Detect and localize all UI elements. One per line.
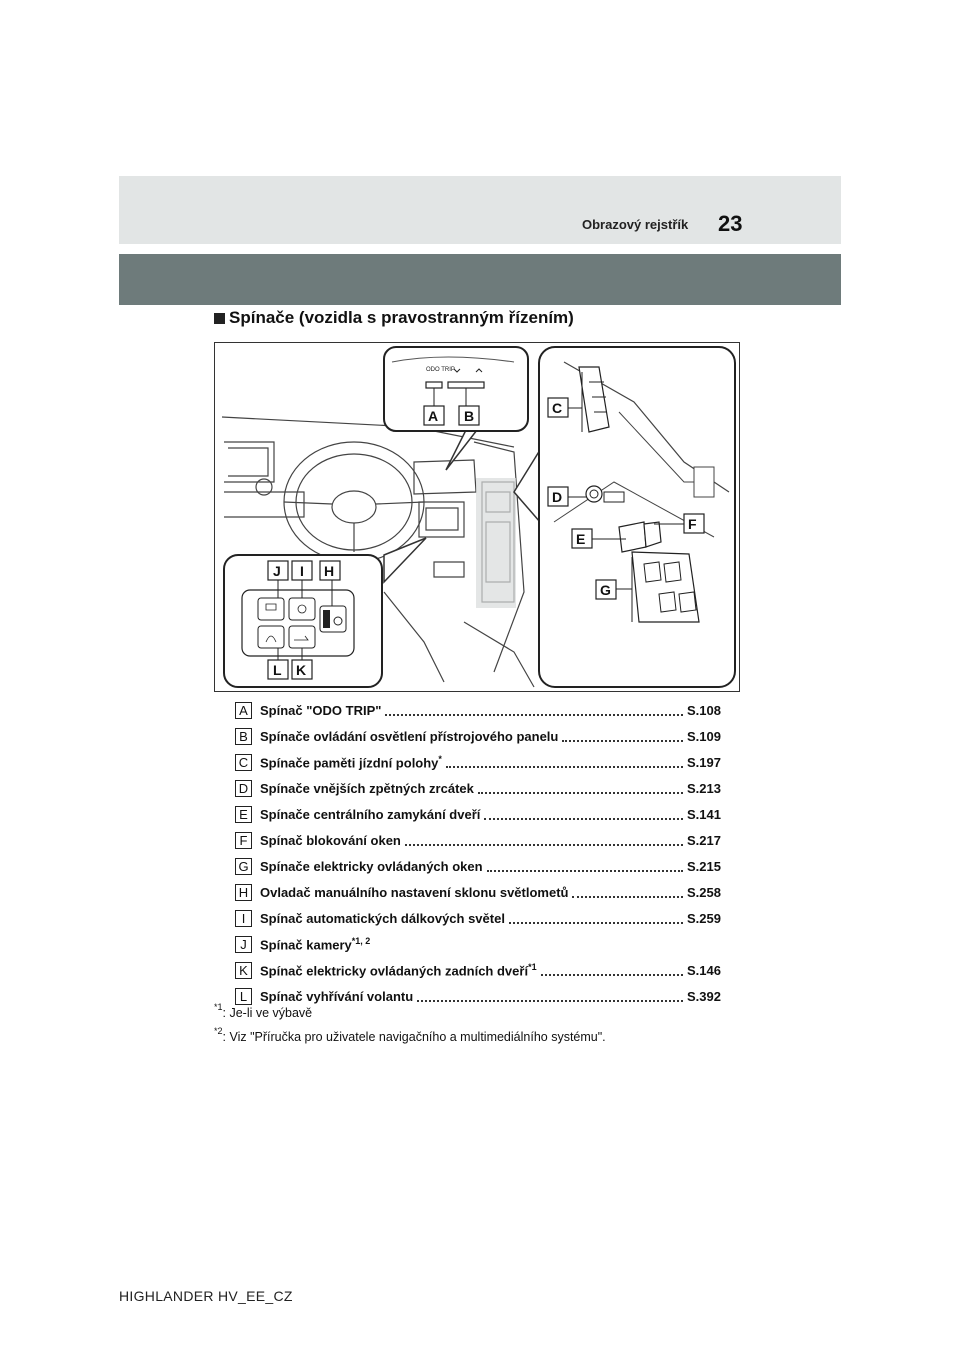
item-letter: F <box>235 832 252 849</box>
item-letter: E <box>235 806 252 823</box>
callout-i: I <box>300 563 304 579</box>
section-heading <box>214 308 574 328</box>
item-letter: J <box>235 936 252 953</box>
item-page-ref[interactable]: S.215 <box>687 858 721 874</box>
item-page-ref[interactable]: S.109 <box>687 728 721 744</box>
item-text: Spínače paměti jízdní polohy* <box>260 753 442 771</box>
footnote-text: : Je-li ve výbavě <box>222 1006 313 1020</box>
item-page-ref[interactable]: S.108 <box>687 702 721 718</box>
item-letter: G <box>235 858 252 875</box>
list-item <box>235 827 721 853</box>
item-text: Ovladač manuálního nastavení sklonu světlometů <box>260 884 569 900</box>
leader-dots <box>562 739 683 742</box>
list-item <box>235 801 721 827</box>
item-text: Spínače ovládání osvětlení přístrojového panelu <box>260 728 559 744</box>
item-letter: C <box>235 754 252 771</box>
footer-model-code: HIGHLANDER HV_EE_CZ <box>119 1288 293 1304</box>
page-number: 23 <box>718 211 743 236</box>
item-page-ref[interactable]: S.258 <box>687 884 721 900</box>
item-text: Spínače centrálního zamykání dveří <box>260 806 481 822</box>
footnote <box>214 1002 606 1030</box>
item-letter: H <box>235 884 252 901</box>
item-text: Spínač automatických dálkových světel <box>260 910 505 926</box>
item-footnote-mark: * <box>438 753 442 764</box>
inset-right <box>514 347 735 687</box>
callout-k: K <box>296 662 307 678</box>
square-bullet-icon <box>214 313 225 324</box>
list-item <box>235 931 721 957</box>
item-text: Spínače elektricky ovládaných oken <box>260 858 483 874</box>
leader-dots <box>478 791 683 794</box>
item-text: Spínač blokování oken <box>260 832 401 848</box>
callout-e: E <box>576 531 586 547</box>
callout-j: J <box>273 563 281 579</box>
callout-a: A <box>428 408 439 424</box>
header-dark-band <box>119 254 841 305</box>
item-letter: D <box>235 780 252 797</box>
item-page-ref[interactable]: S.141 <box>687 806 721 822</box>
item-letter: K <box>235 962 252 979</box>
item-text: Spínače vnějších zpětných zrcátek <box>260 780 474 796</box>
switches-illustration <box>214 342 740 692</box>
item-page-ref[interactable]: S.197 <box>687 754 721 770</box>
callout-f: F <box>688 516 697 532</box>
list-item <box>235 853 721 879</box>
item-text: Spínač kamery$^{*1, 2}$ <box>260 935 371 953</box>
item-page-ref[interactable]: S.392 <box>687 988 721 1004</box>
header-section-title: Obrazový rejstřík <box>582 217 689 232</box>
leader-dots <box>484 817 683 820</box>
item-page-ref[interactable]: S.213 <box>687 780 721 796</box>
list-item <box>235 697 721 723</box>
item-text: Spínač vyhřívání volantu <box>260 988 414 1004</box>
callout-h: H <box>324 563 335 579</box>
item-text: Spínač "ODO TRIP" <box>260 702 382 718</box>
callout-l: L <box>273 662 282 678</box>
callout-b: B <box>464 408 475 424</box>
switch-index-list <box>235 697 721 1009</box>
leader-dots <box>541 973 683 976</box>
item-text: Spínač elektricky ovládaných zadních dveří$^{*1}$ <box>260 961 537 979</box>
leader-dots <box>405 843 683 846</box>
leader-dots <box>509 921 683 924</box>
callout-d: D <box>552 489 563 505</box>
item-letter: A <box>235 702 252 719</box>
list-item <box>235 749 721 775</box>
list-item <box>235 879 721 905</box>
list-item <box>235 775 721 801</box>
footnote-text: : Viz "Příručka pro uživatele navigačního a multimediálního systému". <box>222 1030 606 1044</box>
leader-dots <box>572 895 683 898</box>
callout-g: G <box>600 582 611 598</box>
leader-dots <box>446 765 683 768</box>
item-page-ref[interactable]: S.217 <box>687 832 721 848</box>
footnotes <box>214 1002 606 1054</box>
footnote-mark: *1 <box>214 1002 223 1012</box>
section-heading-text: Spínače (vozidla s pravostranným řízením) <box>229 308 574 327</box>
footnote-mark: *2 <box>214 1026 223 1036</box>
item-footnote-mark: *1, 2 <box>351 935 371 946</box>
list-item <box>235 905 721 931</box>
leader-dots <box>417 999 683 1002</box>
item-letter: L <box>235 988 252 1005</box>
list-item <box>235 723 721 749</box>
item-footnote-mark: *1 <box>528 961 537 972</box>
leader-dots <box>385 713 683 716</box>
odo-trip-label: ODO TRIP <box>426 367 455 373</box>
list-item <box>235 957 721 983</box>
leader-dots <box>487 869 683 872</box>
footnote <box>214 1026 606 1054</box>
item-page-ref[interactable]: S.146 <box>687 962 721 978</box>
item-letter: B <box>235 728 252 745</box>
item-letter: I <box>235 910 252 927</box>
item-page-ref[interactable]: S.259 <box>687 910 721 926</box>
callout-c: C <box>552 400 563 416</box>
